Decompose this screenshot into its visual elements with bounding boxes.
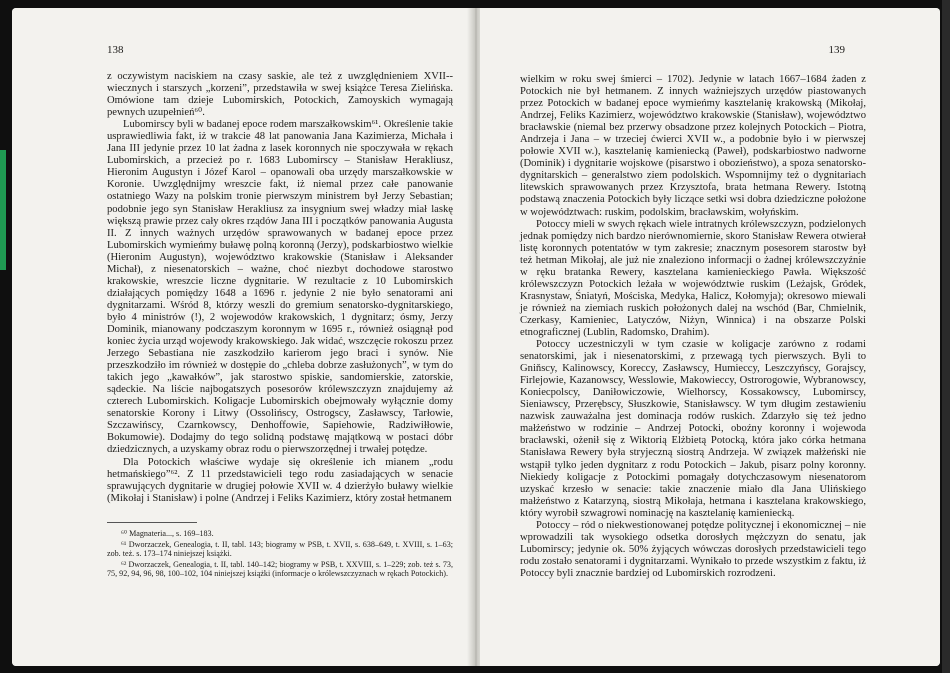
- paragraph: Dla Potockich właściwe wydaje się określenie ich mianem „rodu hetmańskiego”⁶². Z 11 przedstawicieli tego rodu zasiadających w senacie sprawujących dygnitarie w drugiej połowie XVII w. 4 dzierżyło buławy wielkie (Mikołaj i Stanisław) i polne (Andrzej i Feliks Kazimierz, który został hetmanem: [107, 456, 453, 504]
- scan-edge-green: [0, 150, 6, 270]
- book-spread: [12, 8, 940, 666]
- paragraph: Potoccy uczestniczyli w tym czasie w koligacje zarówno z rodami senatorskimi, jak i niesenatorskimi, z przewagą tych pierwszych. Byli to Gniňscy, Kalinowscy, Koreccy, Zasławscy, Humieccy, Leszczyńscy, Gorajscy, Firlejowie, Kazanowscy, Wesslowie, Makowieccy, Ostrorogowie, Wybranowscy, Koniecpolscy, Daniłowiczowie, Wielhorscy, Kossakowscy, Lubomirscy, Sieniawscy, Przerębscy, Słuszkowie, Stanisławscy. W tym długim zestawieniu nazwisk zauważalna jest dominacja rodów ruskich. Zdarzyło się też jedno małżeństwo w rodzinie – Andrzej Potocki, oboźny koronny i wojewoda bracławski, ożenił się z Wiktorią Elżbietą Potocką, która jako córka hetmana Stanisława Rewery była stryjeczną siostrą Andrzeja. W związek małżeński nie wstąpił tylko jeden dygnitarz z rodu Potockich – Jakub, pisarz polny koronny. Niekiedy koligacje z Potockimi pomagały dotychczasowym niesenatorom uzyskać krzesło w senacie: takie znaczenie miało dla Jana Ulińskiego małżeństwo z Katarzyną, siostrą Mikołaja, hetmana i kasztelana krakowskiego, który wyrobił szwagrowi nominację na kasztelanię kamieniecką.: [520, 339, 866, 519]
- left-page: [12, 8, 472, 666]
- paragraph: Lubomirscy byli w badanej epoce rodem marszałkowskim⁶¹. Określenie takie usprawiedliwia fakt, iż w trakcie 48 lat panowania Jana Kazimierza, Michała i Jana III jedynie przez 10 lat żadna z lasek koronnych nie spoczywała w rękach Lubomirskich, a przecież po r. 1683 Lubomirscy – Stanisław Herakliusz, Hieronim Augustyn i Józef Karol – opanowali oba urzędy marszałkowskie w Koronie. Uwzględnijmy wreszcie fakt, iż niemal przez całe panowanie ostatniego Wazy na polskim tronie pierwszym ministrem był Jerzy Sebastian; podobnie jego syn Stanisław Herakliusz za insygnium swej władzy miał laskę większą prawie przez cały okres rządów Jana III i początków panowania Augusta II. Z innych ważnych urzędów sprawowanych w badanej epoce przez Lubomirskich wymieńmy buławę polną koronną (Jerzy), podskarbiostwo wielkie (Hieronim Augustyn), województwo krakowskie (Stanisław i Aleksander Michał), z niesenatorskich – ważne, choć niezbyt dochodowe starostwo krakowskie, wreszcie liczne dygnitarie. W rezultacie z 10 Lubomirskich działających pomiędzy 1648 a 1696 r. jedynie 2 nie było senatorami ani dygnitarzami. Wśród 8, którzy weszli do gremium senatorsko-dygnitarskiego, było 4 ministrów (!), 2 wojewodów krakowskich, 1 dygnitarz; ósmy, Jerzy Dominik, mianowany podczaszym koronnym w 1695 r., również osiągnął pod koniec życia urząd wojewody krakowskiego. Jak widać, wszczęcie rokoszu przez Jerzego Sebastiana nie zaszkodziło karierom jego braci i synów. Nie przeszkodziło im również w dostępie do „chleba dobrze zasłużonych”, w tym do takich jego „kawałków”, jak starostwo spiskie, sandomierskie, zatorskie, sądeckie. Na liście najbogatszych posesorów królewszczyzn znajdujemy aż czterech Lubomirskich. Koligacje Lubomirskich obejmowały wyłącznie domy senatorskie Korony i Litwy (Ossolińscy, Ostrogscy, Zasławscy, Tarłowie, Szczawińscy, Czarnkowscy, Denhoffowie, Sapiehowie, Radziwiłłowie, Bokumowie). Dodajmy do tego solidną podstawę majątkową w postaci dóbr dziedzicznych, a uzyskamy obraz rodu o pierwszorzędnej i trwałej potędze.: [107, 119, 453, 456]
- paragraph: Potoccy – ród o niekwestionowanej potędze politycznej i ekonomicznej – nie wprowadzili tak wysokiego odsetka dorosłych mężczyzn do senatu, jak Lubomirscy; jedynie ok. 50% żyjących wówczas dorosłych przedstawicieli tego rodu zostało senatorami i dygnitarzami. Wynikało to przede wszystkim z faktu, iż Potoccy byli znacznie bardziej od Lubomirskich rozrodzeni.: [520, 519, 867, 579]
- page-number-right: 139: [828, 44, 845, 56]
- paragraph: wielkim w roku swej śmierci – 1702). Jedynie w latach 1667–1684 żaden z Potockich nie był hetmanem. Z innych ważniejszych urzędów piastowanych przez Potockich w badanej epoce wymieńmy kasztelanię krakowską (Mikołaj, Andrzej, Feliks Kazimierz, województwo krakowskie (Stanisław), województwo bracławskie (niemal bez przerwy obsadzone przez kolejnych Potockich – Piotra, Andrzeja i Jana – w trzeciej ćwierci XVII w., a podobnie było i w pierwszej połowie XVII w.), kasztelanię kamieniecką (Paweł), podskarbiostwo nadworne (Dominik) i dygnitarie wojskowe (pisarstwo i obozieństwo), a spoza senatorsko-dygnitarskich – generalstwo ziem podolskich. Wspomnijmy też o dygnitariach litewskich sprawowanych przez Krzysztofa, brata hetmana Rewery. Istotną podstawą znaczenia Potockich były liczące setki wsi dobra dziedziczne położone w województwach: ruskim, podolskim, bracławskim, wołyńskim.: [520, 74, 866, 218]
- paragraph: Potoccy mieli w swych rękach wiele intratnych królewszczyzn, podzielonych jednak pomiędzy nich bardzo nierównomiernie, skoro Stanisław Rewera otwierał listę koronnych potentatów w tym zakresie; znacznym posesorem starostw był też hetman Mikołaj, ale już nie znaleziono informacji o żadnej królewszczyźnie w ręku bratanka Rewery, kasztelana kamienieckiego Pawła. Większość królewszczyzn Potockich leżała w województwie ruskim (Leżajsk, Gródek, Krasnystaw, Śniatyń, Mościska, Medyka, Halicz, Kołomyja); okresowo miewali je również na ziemiach ruskich położonych dalej na wschód (Bar, Chmielnik, Czerkasy, Kamieniec, Latyczów, Niżyn, Winnica) i na obszarze Polski etnograficznej (Lublin, Radomsko, Drahim).: [520, 218, 866, 338]
- footnote-separator: [107, 522, 197, 523]
- paragraph: z oczywistym naciskiem na czasy saskie, ale też z uwzględnieniem XVII--wiecznych i starszych „korzeni”, przedstawiła w swej książce Teresa Zielińska. Omówione tam dzieje Lubomirskich, Potockich, Zamoyskich wymagają pewnych uzupełnień⁶⁰.: [107, 71, 453, 119]
- right-page: [480, 8, 940, 666]
- right-page-body: [520, 74, 866, 580]
- footnote-60: ⁶⁰ Magnateria..., s. 169–183.: [121, 529, 214, 538]
- scan-edge-dark: [942, 0, 950, 673]
- page-number-left: 138: [107, 44, 124, 56]
- left-page-body: [107, 71, 453, 505]
- footnote-61: ⁶¹ Dworzaczek, Genealogia, t. II, tabl. 143; biogramy w PSB, t. XVII, s. 638–649, t. XVIII, s. 1–63; zob. też. s. 173–174 niniejszej książki.: [107, 539, 453, 559]
- footnote-62: ⁶² Dworzaczek, Genealogia, t. II, tabl. 140–142; biogramy w PSB, t. XXVIII, s. 1–229; zob. też s. 73, 75, 92, 94, 96, 98, 100–102, 104 niniejszej książki (informacje o królewszczyznach w rękach Potockich).: [107, 559, 453, 579]
- footnotes: [107, 529, 453, 580]
